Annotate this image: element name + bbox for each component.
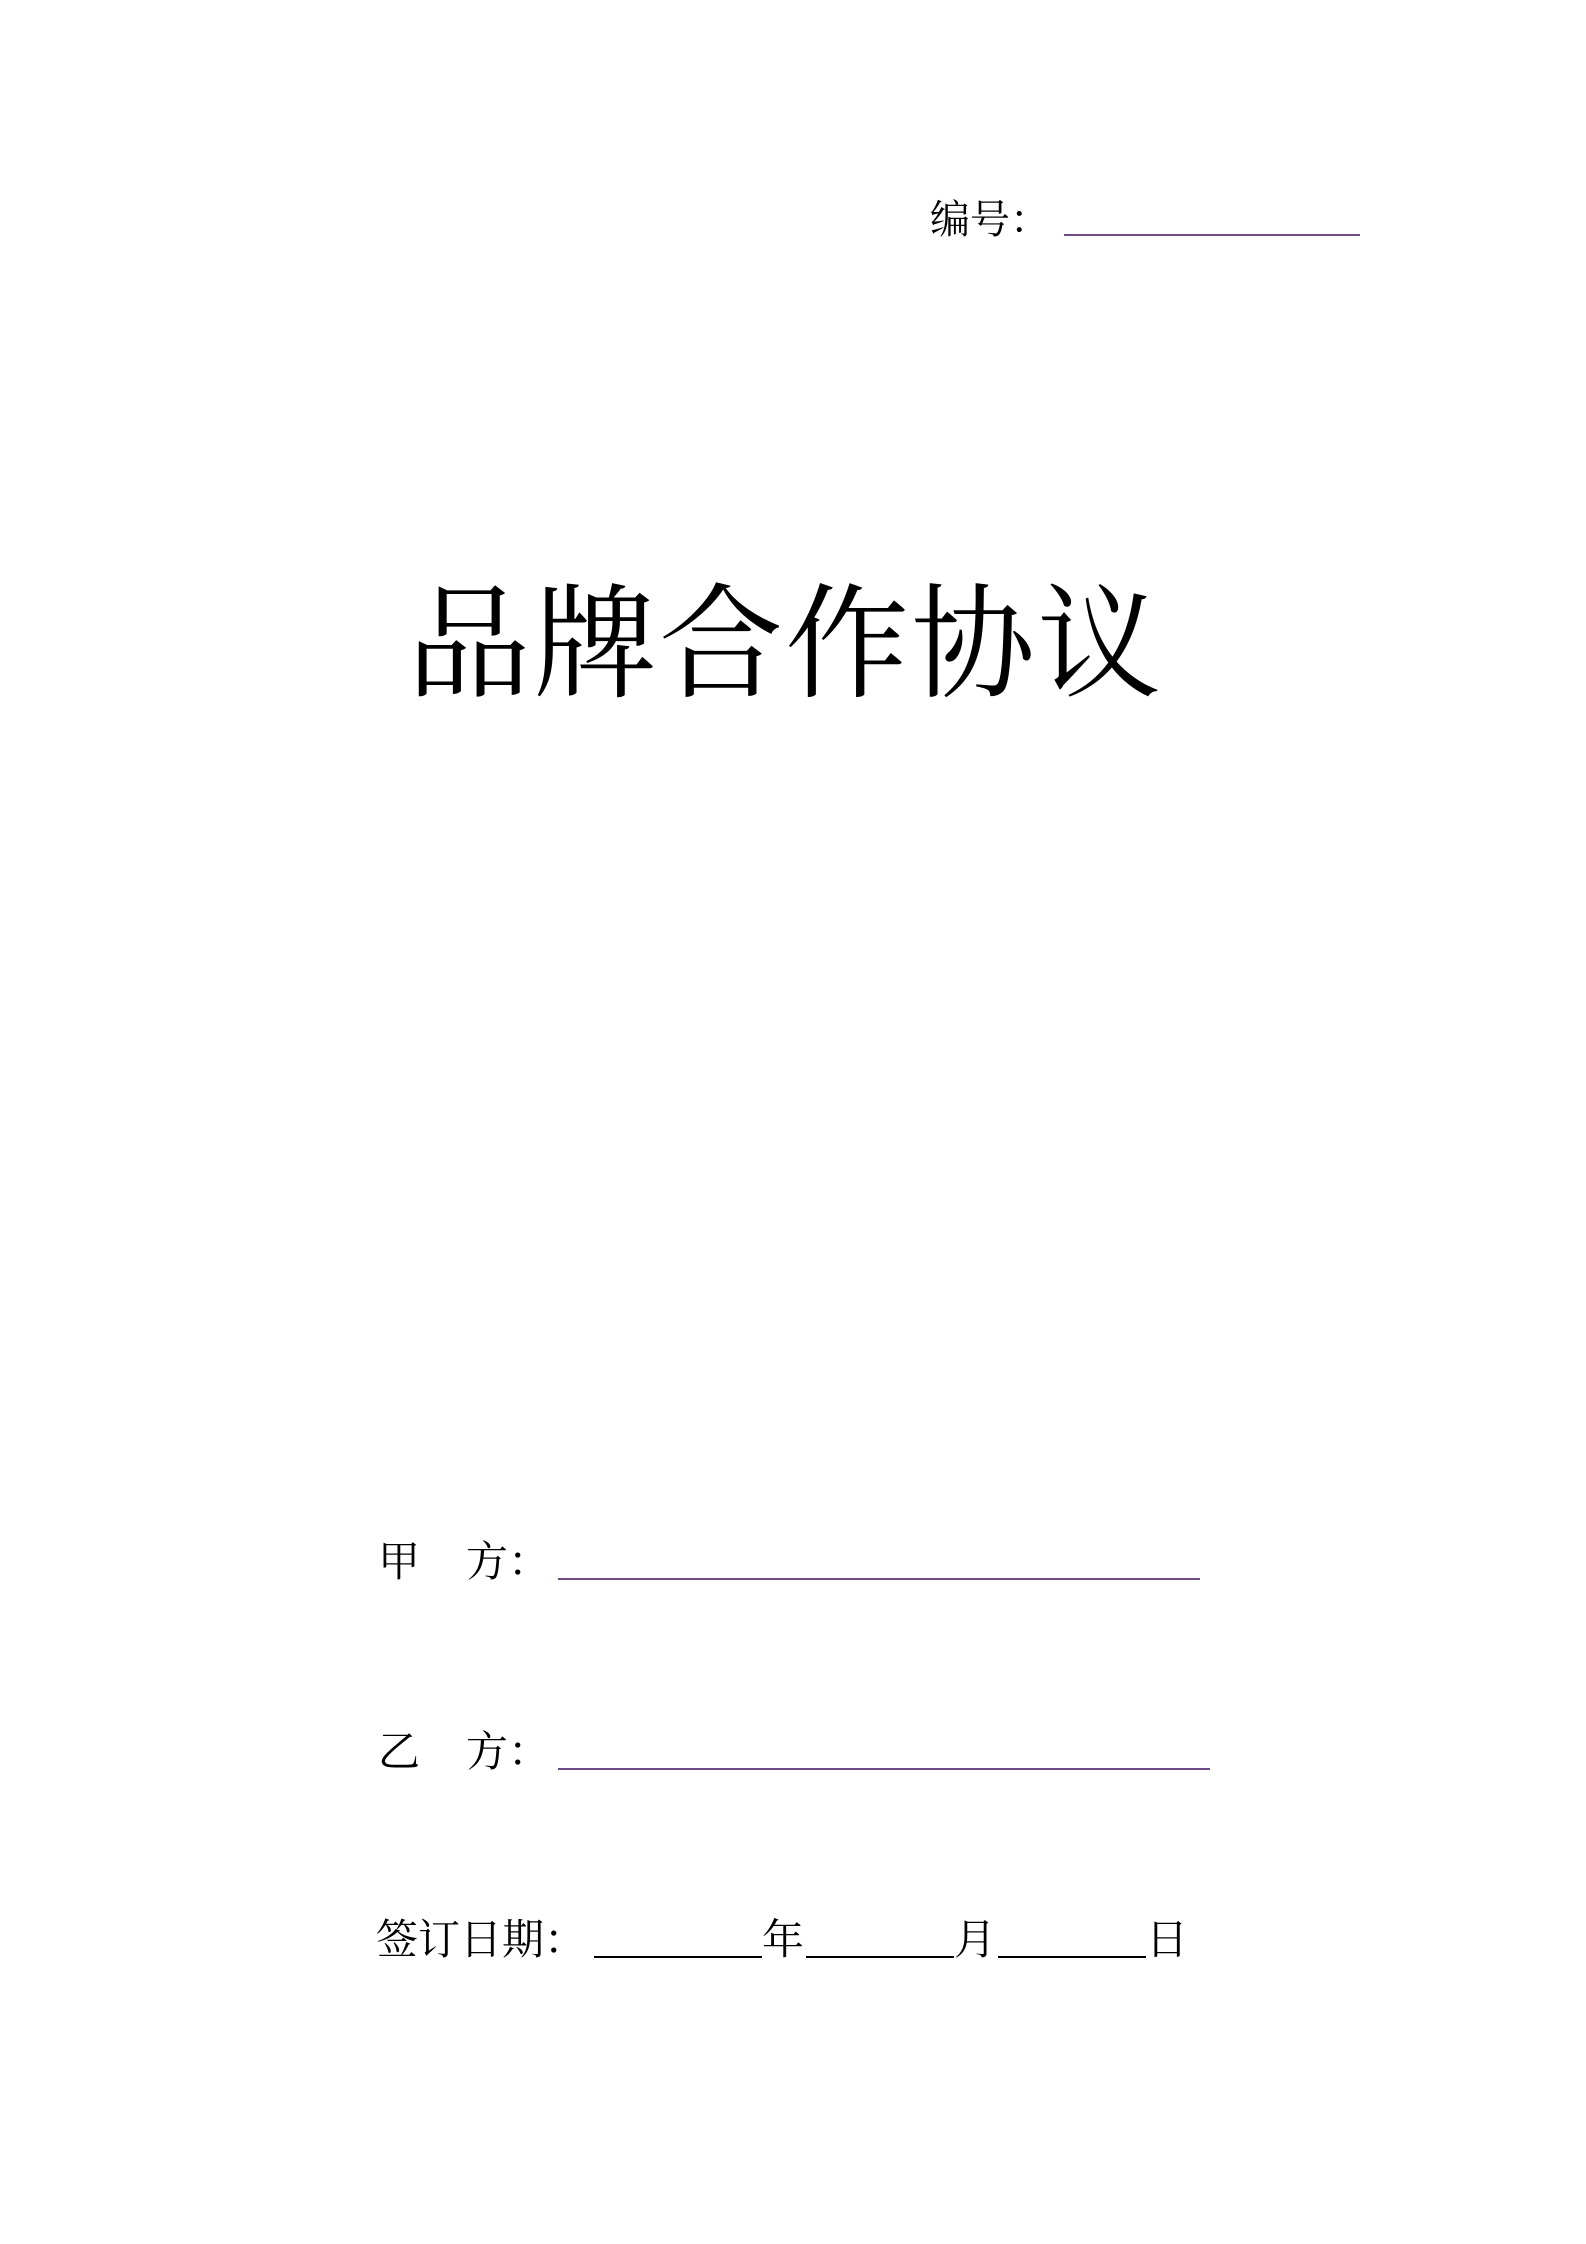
year-unit: 年 — [762, 1915, 805, 1964]
party-b-label-char: 乙 — [378, 1727, 421, 1776]
party-b-blank — [558, 1768, 1210, 1770]
day-blank — [998, 1956, 1146, 1958]
party-a-blank — [558, 1578, 1200, 1580]
document-number-label: 编号： — [930, 197, 1050, 243]
party-b-label-suffix: 方： — [466, 1727, 551, 1776]
signing-date-row — [376, 1908, 1188, 1968]
label-spacing — [420, 1724, 466, 1780]
month-unit: 月 — [954, 1915, 997, 1964]
party-a-label-suffix: 方： — [466, 1537, 551, 1586]
document-title — [0, 570, 1586, 720]
party-b-row — [378, 1720, 1210, 1780]
document-number-blank — [1064, 234, 1360, 236]
party-a-label-char: 甲 — [378, 1537, 421, 1586]
signing-date-label: 签订日期： — [376, 1915, 587, 1964]
month-blank — [806, 1956, 954, 1958]
document-title-text: 品牌合作协议 — [406, 573, 1163, 717]
day-unit: 日 — [1146, 1915, 1189, 1964]
document-number-row — [930, 190, 1360, 246]
party-a-label — [378, 1534, 550, 1590]
party-a-row — [378, 1530, 1200, 1590]
label-spacing — [420, 1534, 466, 1590]
party-b-label — [378, 1724, 550, 1780]
year-blank — [594, 1956, 762, 1958]
